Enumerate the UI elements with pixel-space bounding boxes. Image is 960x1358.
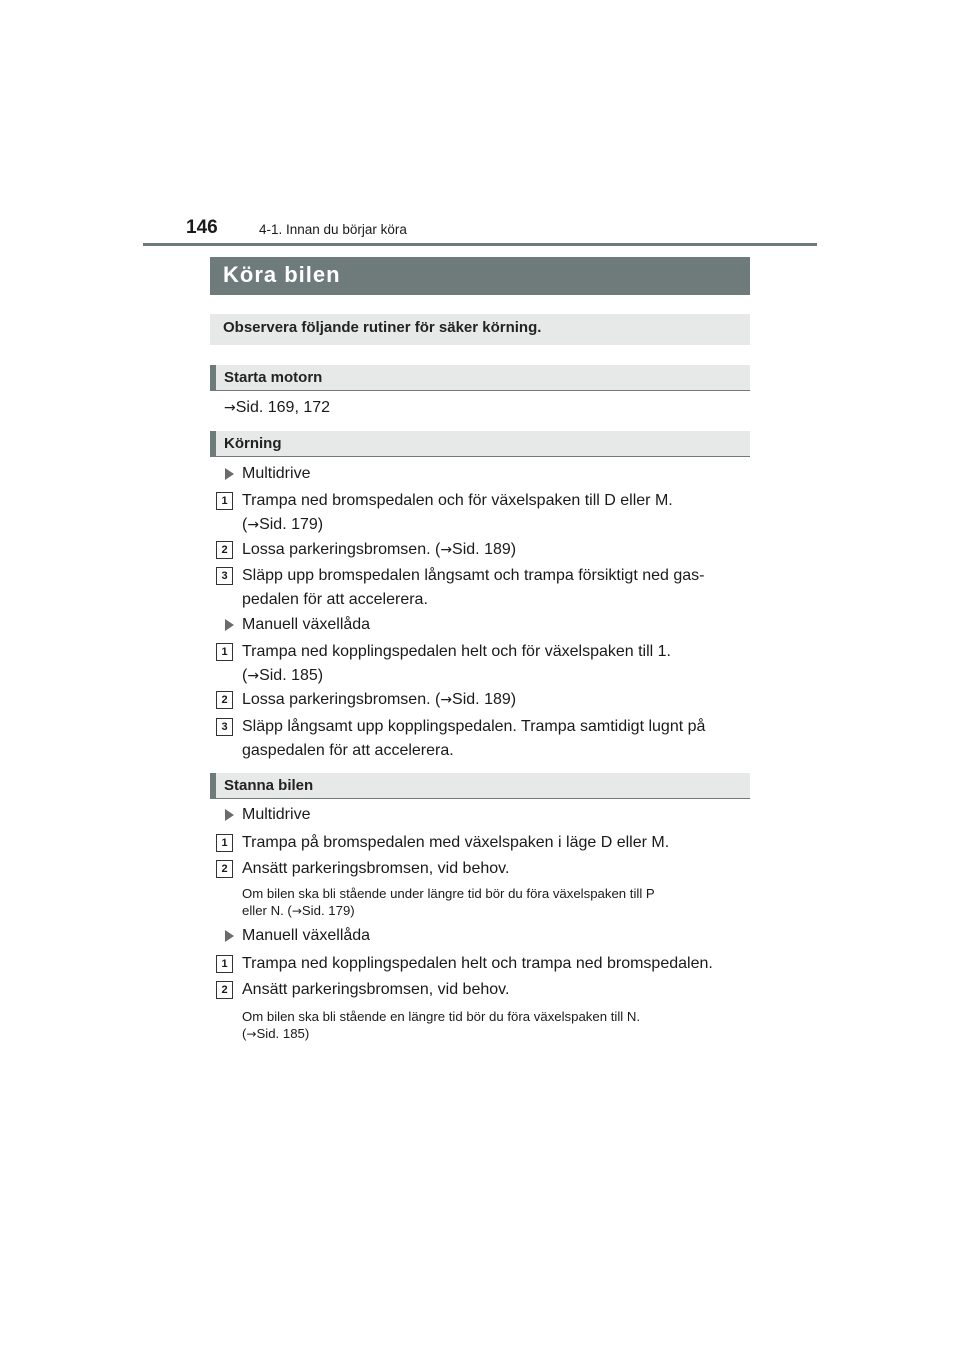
reference-link[interactable]: Sid. 185) bbox=[256, 1025, 310, 1041]
step-line: Trampa ned kopplingspedalen helt och för växelspaken till 1. bbox=[242, 643, 671, 660]
title-bar bbox=[210, 257, 750, 295]
step-number: 2 bbox=[216, 541, 233, 559]
step-line: gaspedalen för att accelerera. bbox=[242, 742, 454, 759]
section-heading-label: Stanna bilen bbox=[224, 777, 314, 794]
step-line: Släpp upp bromspedalen långsamt och trampa försiktigt ned gas- bbox=[242, 567, 705, 584]
reference-link[interactable]: Sid. 189) bbox=[452, 691, 517, 708]
reference-link[interactable]: Sid. 179) bbox=[301, 902, 355, 918]
step-number: 1 bbox=[216, 955, 233, 973]
triangle-bullet-icon bbox=[225, 930, 234, 942]
step-number: 2 bbox=[216, 860, 233, 878]
step-number: 1 bbox=[216, 643, 233, 661]
subheading-multidrive: Multidrive bbox=[242, 806, 311, 823]
section-heading-start bbox=[210, 365, 750, 391]
step-line: pedalen för att accelerera. bbox=[242, 591, 428, 608]
reference-link[interactable]: Sid. 169, 172 bbox=[235, 399, 331, 416]
step-number: 3 bbox=[216, 567, 233, 585]
step-text: Lossa parkeringsbromsen. (→Sid. 189) bbox=[242, 691, 517, 708]
arrow-right-icon: → bbox=[247, 668, 260, 684]
triangle-bullet-icon bbox=[225, 619, 234, 631]
subheading-multidrive: Multidrive bbox=[242, 465, 311, 482]
note-line: eller N. (→Sid. 179) bbox=[242, 902, 355, 918]
section-bar bbox=[210, 431, 216, 456]
reference-link[interactable]: Sid. 179) bbox=[259, 516, 324, 533]
reference-link[interactable]: Sid. 189) bbox=[452, 541, 517, 558]
note-text bbox=[242, 886, 745, 919]
section-bar bbox=[210, 773, 216, 798]
step-line: (→Sid. 185) bbox=[242, 667, 324, 684]
note-text bbox=[242, 1009, 745, 1042]
arrow-right-icon: → bbox=[246, 1026, 257, 1041]
section-bar bbox=[210, 365, 216, 390]
header-divider bbox=[143, 243, 817, 246]
step-number: 2 bbox=[216, 981, 233, 999]
intro-box bbox=[210, 314, 750, 345]
step-line: (→Sid. 179) bbox=[242, 516, 324, 533]
step-line: Släpp långsamt upp kopplingspedalen. Trampa samtidigt lugnt på bbox=[242, 718, 706, 735]
chapter-title: 4-1. Innan du börjar köra bbox=[259, 222, 407, 237]
arrow-right-icon: → bbox=[291, 903, 302, 918]
triangle-bullet-icon bbox=[225, 809, 234, 821]
step-text: Ansätt parkeringsbromsen, vid behov. bbox=[242, 860, 510, 877]
subheading-manual: Manuell växellåda bbox=[242, 616, 371, 633]
step-number: 1 bbox=[216, 492, 233, 510]
step-text: Trampa ned kopplingspedalen helt och trampa ned bromspedalen. bbox=[242, 955, 713, 972]
subheading-manual: Manuell växellåda bbox=[242, 927, 371, 944]
note-line: (→Sid. 185) bbox=[242, 1025, 310, 1041]
step-text: Lossa parkeringsbromsen. (→Sid. 189) bbox=[242, 541, 517, 558]
reference-link[interactable]: Sid. 185) bbox=[259, 667, 324, 684]
section-heading-label: Körning bbox=[224, 435, 282, 452]
step-text bbox=[242, 489, 752, 537]
note-line: Om bilen ska bli stående en längre tid bör du föra växelspaken till N. bbox=[242, 1009, 641, 1024]
triangle-bullet-icon bbox=[225, 468, 234, 480]
step-line: Trampa ned bromspedalen och för växelspaken till D eller M. bbox=[242, 492, 673, 509]
arrow-right-icon: → bbox=[440, 542, 453, 558]
section-heading-driving bbox=[210, 431, 750, 457]
arrow-right-icon: → bbox=[247, 517, 260, 533]
step-number: 1 bbox=[216, 834, 233, 852]
page-number: 146 bbox=[186, 217, 218, 238]
note-line: Om bilen ska bli stående under längre tid bör du föra växelspaken till P bbox=[242, 886, 655, 901]
section-heading-stop bbox=[210, 773, 750, 799]
arrow-right-icon: → bbox=[224, 400, 236, 416]
intro-text: Observera följande rutiner för säker körning. bbox=[223, 319, 542, 336]
step-text: Ansätt parkeringsbromsen, vid behov. bbox=[242, 981, 510, 998]
arrow-right-icon: → bbox=[440, 692, 453, 708]
step-text: Trampa på bromspedalen med växelspaken i läge D eller M. bbox=[242, 834, 670, 851]
step-number: 3 bbox=[216, 718, 233, 736]
step-text bbox=[242, 564, 745, 612]
step-text bbox=[242, 640, 752, 688]
start-reference bbox=[224, 396, 330, 420]
section-heading-label: Starta motorn bbox=[224, 369, 323, 386]
step-number: 2 bbox=[216, 691, 233, 709]
step-text bbox=[242, 715, 745, 763]
page-title: Köra bilen bbox=[223, 262, 341, 287]
